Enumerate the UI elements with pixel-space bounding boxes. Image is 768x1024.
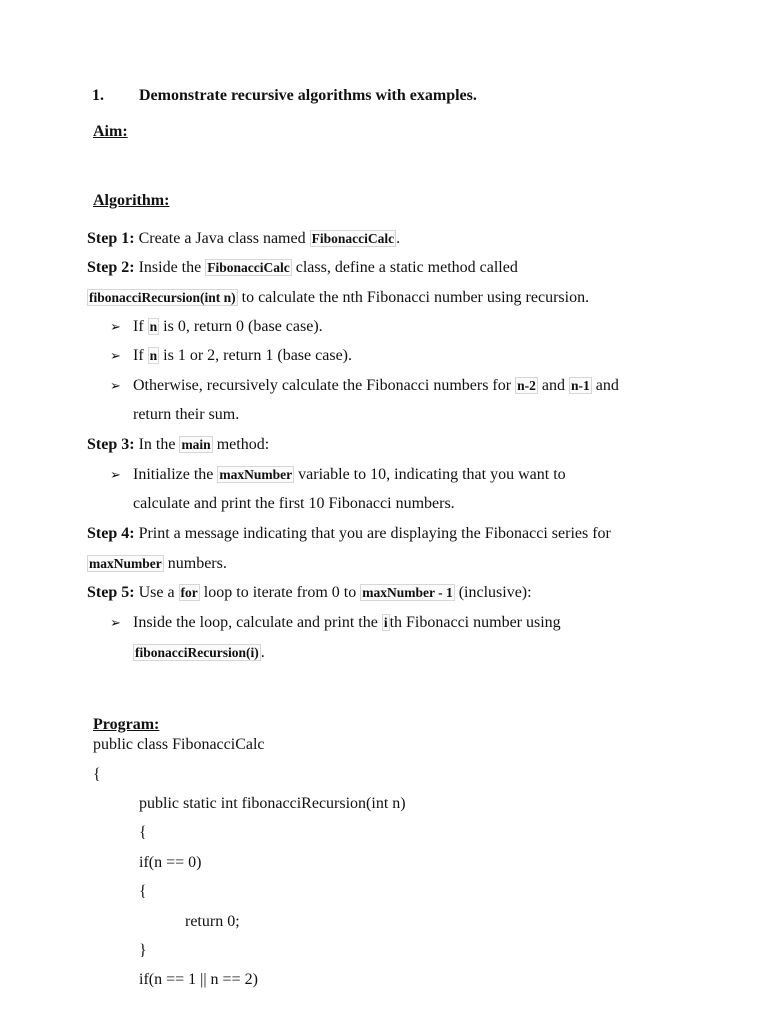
step-text: .	[396, 230, 401, 247]
step-text: numbers.	[163, 555, 227, 572]
step-text: method:	[212, 436, 270, 453]
bullet-text: Inside the loop, calculate and print the	[133, 614, 382, 631]
code-line: if(n == 0)	[139, 854, 202, 871]
step-label: Step 1:	[87, 230, 135, 247]
code-line: if(n == 1 || n == 2)	[139, 971, 258, 988]
step-text: class, define a static method called	[291, 259, 518, 276]
code-token: i	[383, 615, 388, 630]
code-token: n-2	[517, 378, 536, 393]
bullet-text: and	[537, 377, 569, 394]
step-text: (inclusive):	[454, 584, 532, 601]
code-token: maxNumber - 1	[362, 585, 453, 600]
step-text: In the	[134, 436, 180, 453]
aim-label: Aim:	[93, 123, 128, 140]
bullet-text: Otherwise, recursively calculate the Fibonacci numbers for	[133, 377, 516, 394]
bullet-item	[133, 346, 352, 366]
code-line: {	[93, 766, 101, 783]
step-text: Print a message indicating that you are displaying the Fibonacci series for	[134, 525, 611, 542]
bullet-text: .	[260, 644, 265, 661]
step-2-continued	[87, 288, 589, 308]
step-text: loop to iterate from 0 to	[199, 584, 361, 601]
code-line: public class FibonacciCalc	[93, 736, 265, 753]
step-label: Step 5:	[87, 584, 135, 601]
code-token: FibonacciCalc	[207, 260, 290, 275]
code-line: {	[139, 824, 147, 841]
code-token: n	[149, 319, 158, 334]
code-token: for	[180, 585, 198, 600]
code-token: maxNumber	[89, 556, 162, 571]
step-4	[87, 524, 611, 544]
step-text: Inside the	[134, 259, 206, 276]
arrow-bullet-icon: ➢	[110, 467, 121, 482]
bullet-continued	[133, 643, 265, 663]
arrow-bullet-icon: ➢	[110, 319, 121, 334]
bullet-item	[133, 317, 323, 337]
bullet-text: th Fibonacci number using	[389, 614, 561, 631]
step-label: Step 2:	[87, 259, 135, 276]
program-label: Program:	[93, 716, 160, 733]
arrow-bullet-icon: ➢	[110, 348, 121, 363]
bullet-item	[133, 465, 566, 485]
code-token: main	[181, 437, 211, 452]
step-text: Create a Java class named	[134, 230, 310, 247]
bullet-continued: calculate and print the first 10 Fibonacci numbers.	[133, 495, 455, 512]
step-label: Step 4:	[87, 525, 135, 542]
bullet-item	[133, 376, 619, 396]
code-token: fibonacciRecursion(int n)	[89, 290, 236, 305]
bullet-text: Initialize the	[133, 466, 218, 483]
step-text: Use a	[134, 584, 179, 601]
code-line: {	[139, 883, 147, 900]
bullet-text: is 0, return 0 (base case).	[159, 318, 323, 335]
step-3	[87, 435, 269, 455]
heading-number: 1.	[92, 87, 104, 104]
bullet-text: If	[133, 347, 148, 364]
step-2	[87, 258, 518, 278]
bullet-text: and	[591, 377, 619, 394]
bullet-text: If	[133, 318, 148, 335]
code-token: fibonacciRecursion(i)	[135, 645, 259, 660]
step-text: to calculate the nth Fibonacci number using recursion.	[237, 289, 590, 306]
arrow-bullet-icon: ➢	[110, 615, 121, 630]
code-token: n	[149, 348, 158, 363]
code-token: maxNumber	[219, 467, 293, 482]
bullet-continued: return their sum.	[133, 406, 240, 423]
step-5	[87, 583, 532, 603]
code-line: return 0;	[185, 913, 240, 930]
bullet-text: is 1 or 2, return 1 (base case).	[159, 347, 352, 364]
code-token: n-1	[570, 378, 590, 393]
bullet-item	[133, 613, 561, 633]
code-token: FibonacciCalc	[311, 231, 395, 246]
algorithm-label: Algorithm:	[93, 192, 170, 209]
step-4-continued	[87, 554, 227, 574]
heading-title: Demonstrate recursive algorithms with examples.	[139, 87, 477, 104]
code-line: public static int fibonacciRecursion(int n)	[139, 795, 406, 812]
bullet-text: variable to 10, indicating that you want to	[294, 466, 566, 483]
step-label: Step 3:	[87, 436, 135, 453]
arrow-bullet-icon: ➢	[110, 378, 121, 393]
step-1	[87, 229, 400, 249]
code-line: }	[139, 942, 147, 959]
